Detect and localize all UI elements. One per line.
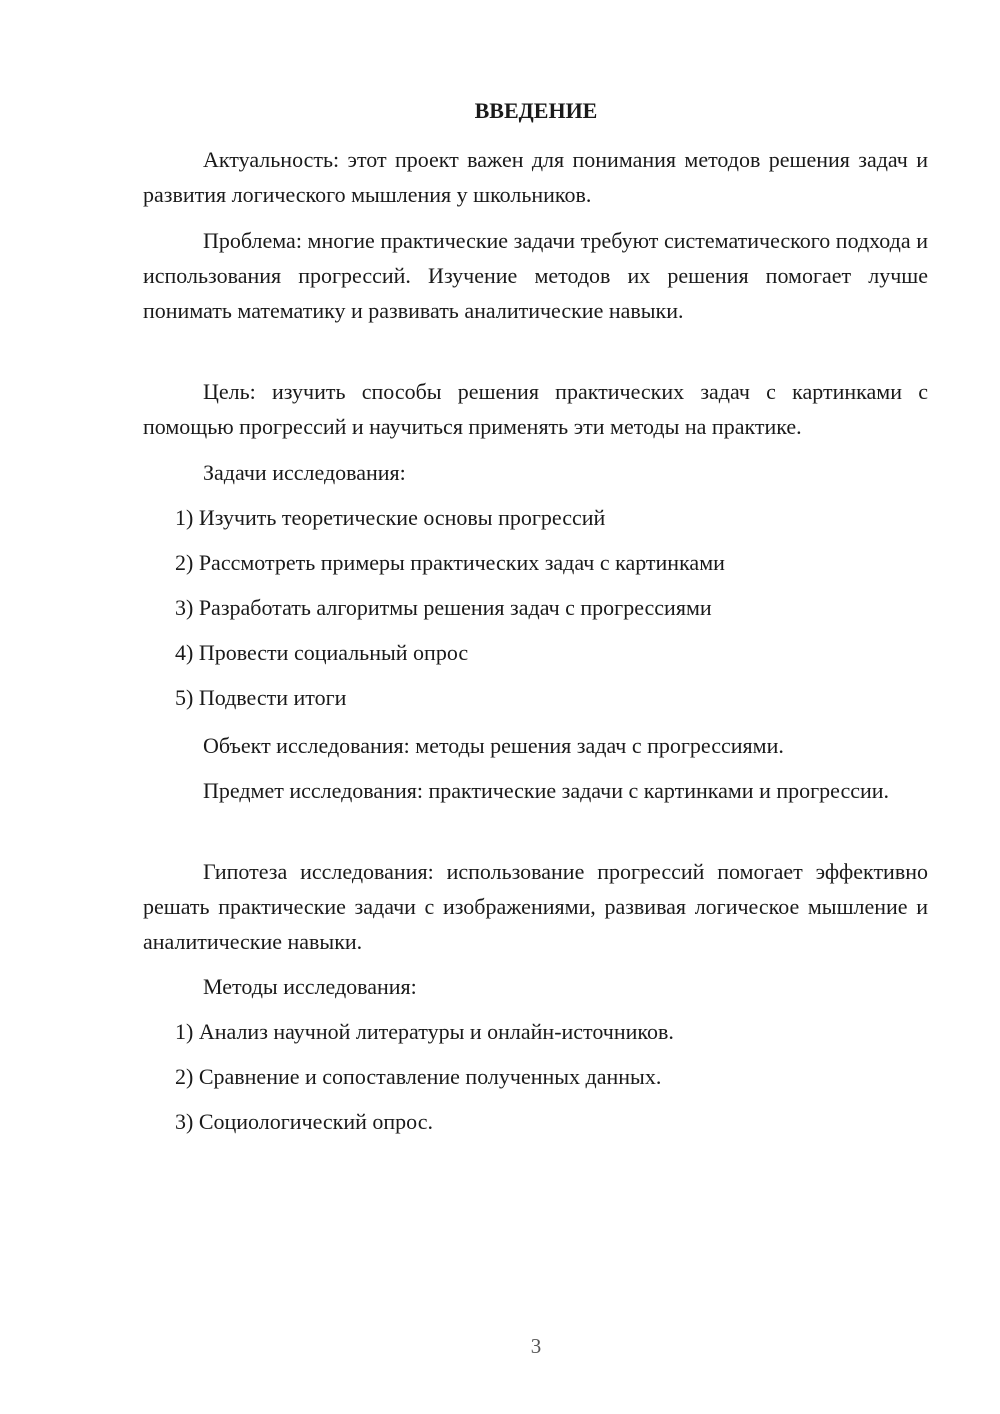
list-item: 1) Анализ научной литературы и онлайн-источников. xyxy=(175,1019,674,1044)
page-number: 3 xyxy=(530,1334,542,1358)
goal-paragraph: Цель: изучить способы решения практических задач с картинками с помощью прогрессий и научиться применять эти методы на практике. xyxy=(143,379,928,439)
page-title: ВВЕДЕНИЕ xyxy=(474,98,598,123)
problem-paragraph: Проблема: многие практические задачи требуют систематического подхода и использования прогрессий. Изучение методов их решения помогает лучше понимать математику и развивать аналитические навыки. xyxy=(143,228,928,323)
list-item: 4) Провести социальный опрос xyxy=(175,640,469,665)
relevance-paragraph: Актуальность: этот проект важен для понимания методов решения задач и развития логического мышления у школьников. xyxy=(143,147,928,207)
hypothesis-paragraph: Гипотеза исследования: использование прогрессий помогает эффективно решать практические задачи с изображениями, развивая логическое мышление и аналитические навыки. xyxy=(143,859,928,954)
subject-paragraph: Предмет исследования: практические задачи с картинками и прогрессии. xyxy=(203,778,890,803)
list-item: 3) Социологический опрос. xyxy=(175,1109,433,1134)
tasks-heading: Задачи исследования: xyxy=(203,460,406,485)
methods-heading: Методы исследования: xyxy=(203,974,417,999)
list-item: 5) Подвести итоги xyxy=(175,685,347,710)
list-item: 1) Изучить теоретические основы прогрессий xyxy=(175,505,606,530)
list-item: 2) Рассмотреть примеры практических задач с картинками xyxy=(175,550,725,575)
object-paragraph: Объект исследования: методы решения задач с прогрессиями. xyxy=(203,733,784,758)
list-item: 2) Сравнение и сопоставление полученных данных. xyxy=(175,1064,662,1089)
list-item: 3) Разработать алгоритмы решения задач с прогрессиями xyxy=(175,595,712,620)
